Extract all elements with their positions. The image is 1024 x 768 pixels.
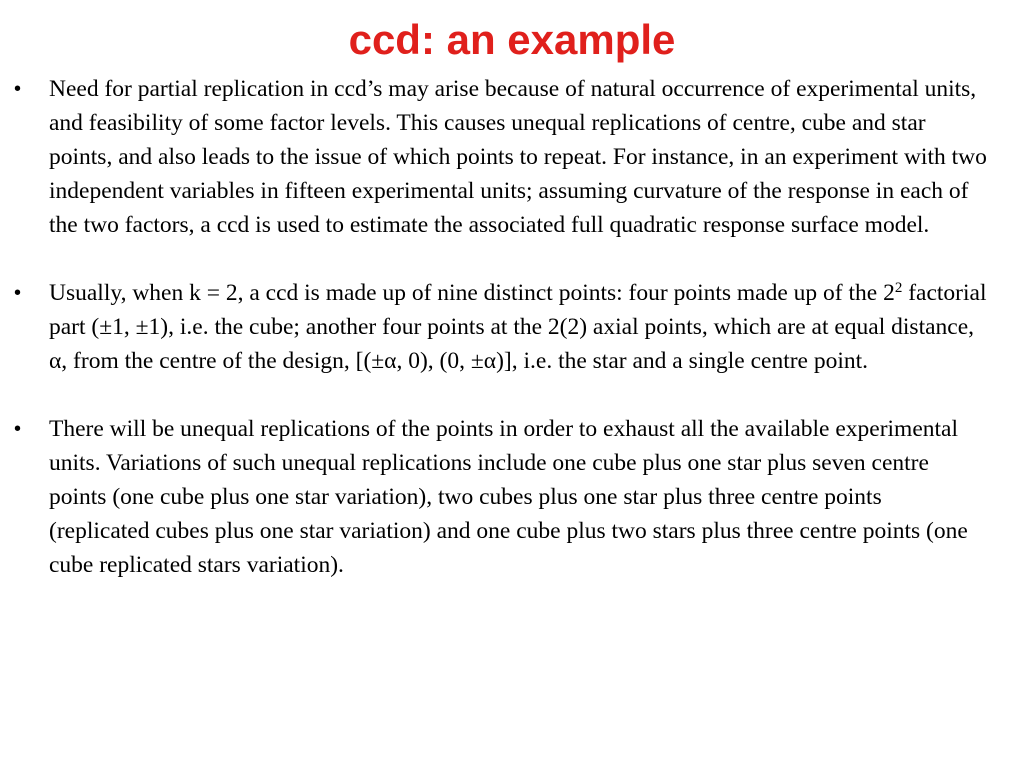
bullet-text-after: factorial part (±1, ±1), i.e. the cube; another four points at the 2(2) axial points, which are at equal distance, α, from the centre of the design, [(±α, 0), (0, ±α)], i.e. the star and a single centre point. [49, 280, 987, 374]
bullet-text-before: Usually, when k = 2, a ccd is made up of nine distinct points: four points made up of the 2 [49, 280, 895, 306]
bullet-mark: • [14, 282, 22, 304]
slide-title: ccd: an example [348, 16, 676, 63]
bullet-list [0, 72, 1024, 582]
bullet-mark: • [14, 418, 22, 440]
bullet-text: Need for partial replication in ccd’s may arise because of natural occurrence of experimental units, and feasibility of some factor levels. This causes unequal replications of centre, cube and star points, and also leads to the issue of which points to repeat. For instance, in an experiment with two independent variables in fifteen experimental units; assuming curvature of the response in each of the two factors, a ccd is used to estimate the associated full quadratic response surface model. [49, 76, 987, 238]
exponent-superscript: 2 [894, 280, 903, 296]
bullet-item-unequal-replications [0, 412, 1024, 582]
bullet-item-nine-points [0, 276, 1024, 378]
bullet-text: There will be unequal replications of the points in order to exhaust all the available experimental units. Variations of such unequal replications include one cube plus one star plus seven centre points (one cube plus one star variation), two cubes plus one star plus three centre points (replicated cubes plus one star variation) and one cube plus two stars plus three centre points (one cube replicated stars variation). [49, 416, 968, 578]
bullet-mark: • [14, 78, 22, 100]
bullet-item-partial-replication [0, 72, 1024, 242]
